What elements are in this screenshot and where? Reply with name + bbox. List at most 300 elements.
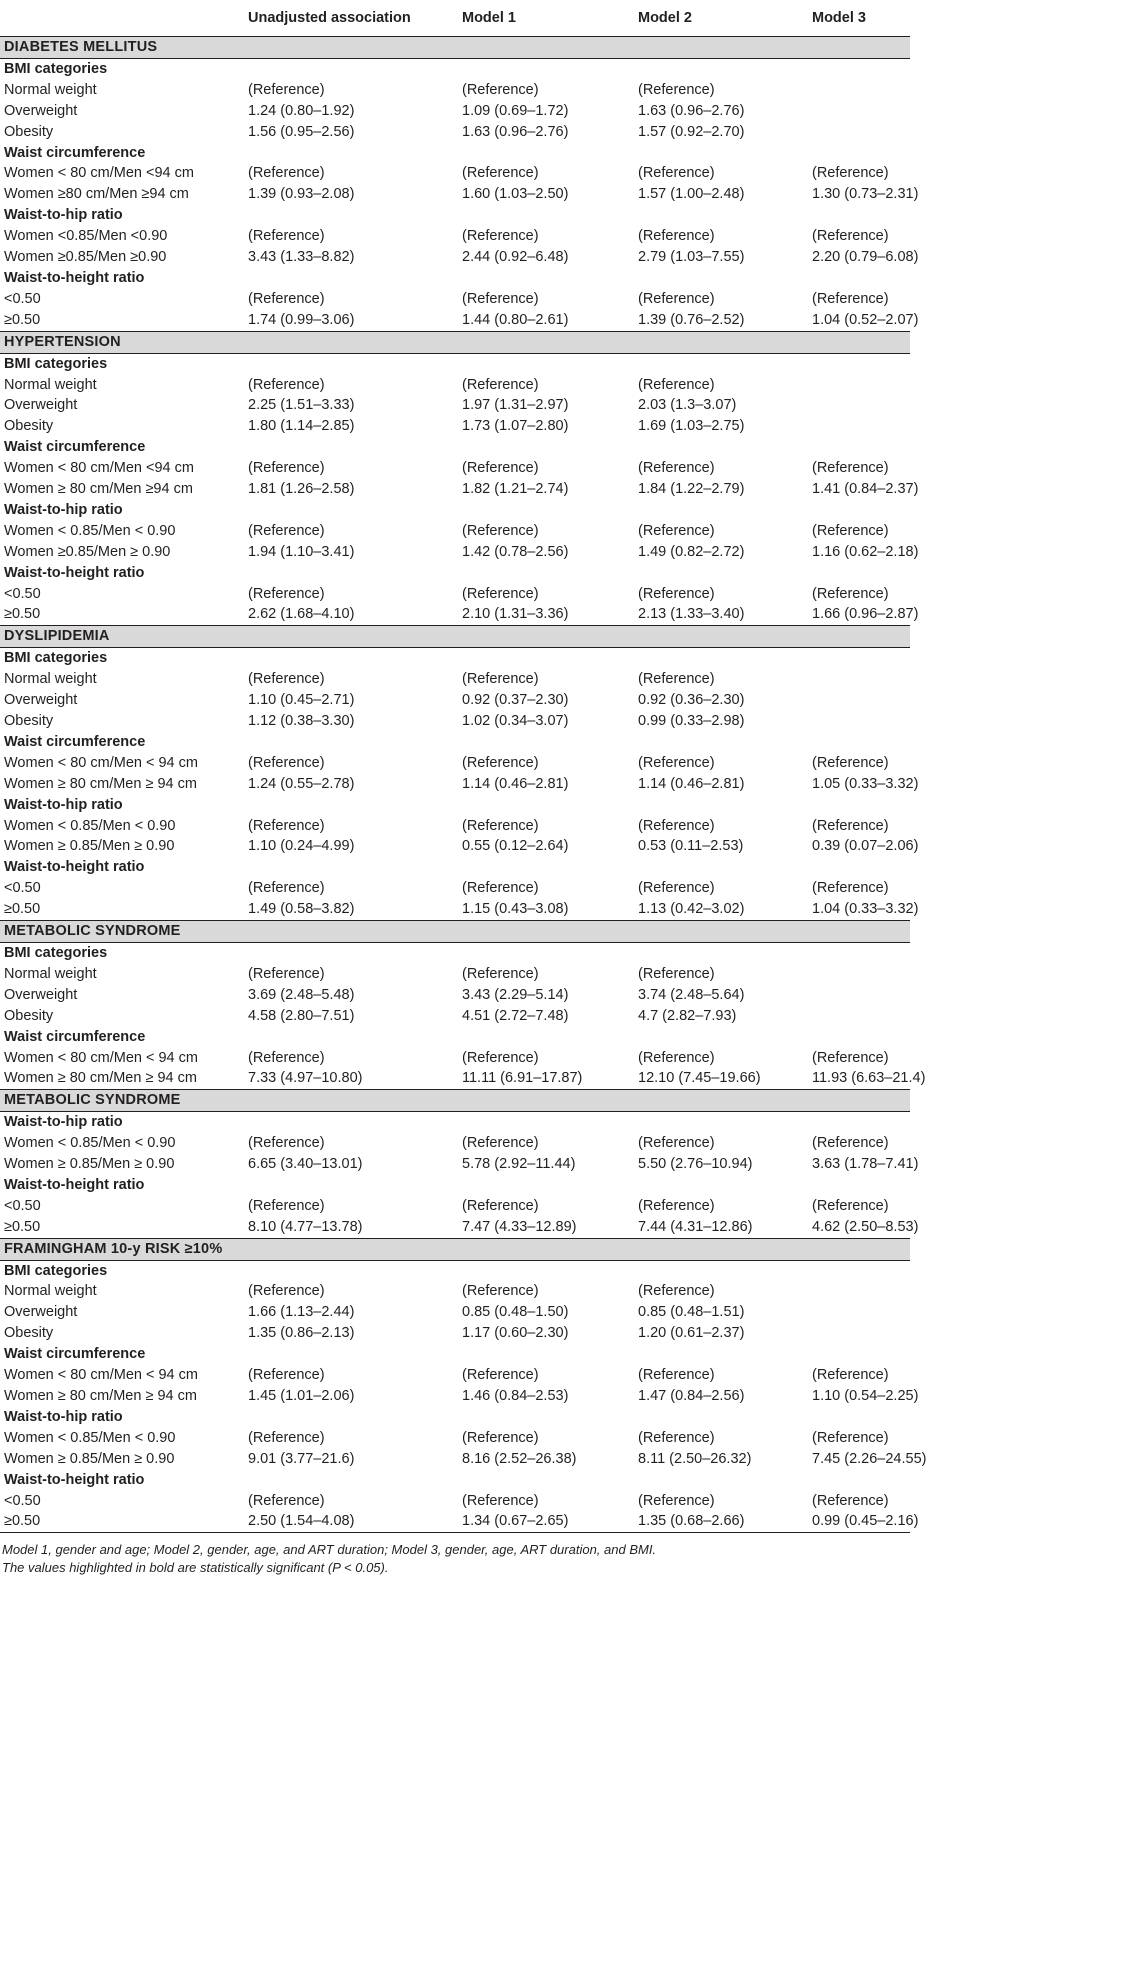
table-row bbox=[0, 289, 910, 310]
value-cell: 1.24 (0.80–1.92) bbox=[248, 102, 355, 119]
row-label: Overweight bbox=[4, 1304, 78, 1321]
value-cell: 1.30 (0.73–2.31) bbox=[812, 186, 919, 203]
value-cell: 0.92 (0.36–2.30) bbox=[638, 692, 745, 709]
group-header-row bbox=[0, 58, 910, 79]
value-cell: (Reference) bbox=[248, 1283, 325, 1300]
value-cell: 1.10 (0.24–4.99) bbox=[248, 838, 355, 855]
value-cell: (Reference) bbox=[812, 460, 889, 477]
group-header-row bbox=[0, 1027, 910, 1048]
value-cell: 1.57 (1.00–2.48) bbox=[638, 186, 745, 203]
group-title: Waist-to-hip ratio bbox=[4, 796, 123, 813]
table-row bbox=[0, 753, 910, 774]
value-cell: (Reference) bbox=[812, 228, 889, 245]
value-cell: (Reference) bbox=[812, 1429, 889, 1446]
row-label: <0.50 bbox=[4, 1492, 41, 1509]
group-header-row bbox=[0, 563, 910, 584]
value-cell: 1.81 (1.26–2.58) bbox=[248, 481, 355, 498]
row-label: Women < 80 cm/Men < 94 cm bbox=[4, 754, 198, 771]
value-cell bbox=[808, 416, 910, 437]
table-row bbox=[0, 479, 910, 500]
table-row bbox=[0, 1048, 910, 1069]
value-cell: 7.44 (4.31–12.86) bbox=[638, 1218, 753, 1235]
value-cell: 1.10 (0.45–2.71) bbox=[248, 692, 355, 709]
row-label: Normal weight bbox=[4, 1283, 97, 1300]
value-cell: 1.84 (1.22–2.79) bbox=[638, 481, 745, 498]
value-cell: 1.24 (0.55–2.78) bbox=[248, 775, 355, 792]
group-title: BMI categories bbox=[4, 1262, 108, 1279]
table-row bbox=[0, 80, 910, 101]
table-row bbox=[0, 1302, 910, 1323]
table-row bbox=[0, 101, 910, 122]
row-label: Obesity bbox=[4, 123, 54, 140]
row-label: Women < 80 cm/Men < 94 cm bbox=[4, 1367, 198, 1384]
row-label: Women < 80 cm/Men <94 cm bbox=[4, 165, 194, 182]
row-label: Women < 0.85/Men < 0.90 bbox=[4, 1429, 176, 1446]
row-label: <0.50 bbox=[4, 585, 41, 602]
value-cell: 1.17 (0.60–2.30) bbox=[462, 1325, 569, 1342]
row-label: Women < 0.85/Men < 0.90 bbox=[4, 1135, 176, 1152]
value-cell: (Reference) bbox=[638, 1367, 715, 1384]
value-cell bbox=[808, 690, 910, 711]
footnote-models: Model 1, gender and age; Model 2, gender, age, and ART duration; Model 3, gender, age, ART duration, and BMI. bbox=[2, 1542, 657, 1558]
value-cell: (Reference) bbox=[462, 585, 539, 602]
row-label: Women < 80 cm/Men < 94 cm bbox=[4, 1049, 198, 1066]
group-header-row bbox=[0, 143, 910, 164]
value-cell: (Reference) bbox=[638, 585, 715, 602]
value-cell: (Reference) bbox=[812, 165, 889, 182]
value-cell: (Reference) bbox=[462, 1049, 539, 1066]
value-cell bbox=[808, 964, 910, 985]
table-row bbox=[0, 226, 910, 247]
table-row bbox=[0, 184, 910, 205]
value-cell: 0.39 (0.07–2.06) bbox=[812, 838, 919, 855]
value-cell: (Reference) bbox=[248, 522, 325, 539]
value-cell: 3.43 (2.29–5.14) bbox=[462, 986, 569, 1003]
value-cell: 4.62 (2.50–8.53) bbox=[812, 1218, 919, 1235]
group-title: Waist-to-height ratio bbox=[4, 564, 145, 581]
table-row bbox=[0, 1365, 910, 1386]
header-cell-model-3: Model 3 bbox=[808, 0, 910, 37]
group-title: Waist-to-hip ratio bbox=[4, 501, 123, 518]
table-row bbox=[0, 711, 910, 732]
row-label: Women < 0.85/Men < 0.90 bbox=[4, 522, 176, 539]
value-cell bbox=[808, 985, 910, 1006]
value-cell: 7.45 (2.26–24.55) bbox=[812, 1450, 927, 1467]
row-label: Normal weight bbox=[4, 81, 97, 98]
value-cell: 1.69 (1.03–2.75) bbox=[638, 418, 745, 435]
row-label: ≥0.50 bbox=[4, 1218, 41, 1235]
row-label: Obesity bbox=[4, 1325, 54, 1342]
value-cell: (Reference) bbox=[638, 522, 715, 539]
row-label: Women ≥ 80 cm/Men ≥ 94 cm bbox=[4, 775, 197, 792]
value-cell: 1.14 (0.46–2.81) bbox=[462, 775, 569, 792]
section-title: DYSLIPIDEMIA bbox=[0, 626, 910, 648]
value-cell: (Reference) bbox=[462, 165, 539, 182]
header-cell-model-2: Model 2 bbox=[634, 0, 808, 37]
table-row bbox=[0, 1006, 910, 1027]
section-title: METABOLIC SYNDROME bbox=[0, 921, 910, 943]
value-cell: (Reference) bbox=[248, 1492, 325, 1509]
value-cell: (Reference) bbox=[812, 1492, 889, 1509]
row-label: Overweight bbox=[4, 986, 78, 1003]
value-cell: 2.03 (1.3–3.07) bbox=[638, 397, 737, 414]
value-cell bbox=[808, 1302, 910, 1323]
value-cell: 0.53 (0.11–2.53) bbox=[638, 838, 744, 855]
row-label: Normal weight bbox=[4, 376, 97, 393]
value-cell: (Reference) bbox=[462, 1197, 539, 1214]
table-row bbox=[0, 163, 910, 184]
group-title: Waist-to-height ratio bbox=[4, 269, 145, 286]
row-label: Overweight bbox=[4, 102, 78, 119]
value-cell: 3.63 (1.78–7.41) bbox=[812, 1156, 919, 1173]
value-cell: 1.66 (0.96–2.87) bbox=[812, 606, 919, 623]
table-row bbox=[0, 690, 910, 711]
value-cell: (Reference) bbox=[462, 671, 539, 688]
value-cell: 1.10 (0.54–2.25) bbox=[812, 1388, 919, 1404]
value-cell: (Reference) bbox=[812, 1135, 889, 1152]
value-cell: (Reference) bbox=[462, 522, 539, 539]
value-cell: (Reference) bbox=[638, 1197, 715, 1214]
value-cell: 1.15 (0.43–3.08) bbox=[462, 901, 569, 918]
section-header-row bbox=[0, 1090, 910, 1112]
section-header-row bbox=[0, 37, 910, 59]
table-row bbox=[0, 1428, 910, 1449]
footnote-significance: The values highlighted in bold are statistically significant (P < 0.05). bbox=[2, 1560, 389, 1576]
section-title: DIABETES MELLITUS bbox=[0, 37, 910, 59]
value-cell: (Reference) bbox=[462, 754, 539, 771]
value-cell: 8.10 (4.77–13.78) bbox=[248, 1218, 363, 1235]
value-cell: 0.92 (0.37–2.30) bbox=[462, 692, 569, 709]
value-cell: 3.69 (2.48–5.48) bbox=[248, 986, 355, 1003]
header-cell-unadjusted: Unadjusted association bbox=[244, 0, 458, 37]
table-row bbox=[0, 122, 910, 143]
group-title: Waist-to-hip ratio bbox=[4, 1408, 123, 1425]
value-cell: 8.11 (2.50–26.32) bbox=[638, 1450, 752, 1467]
value-cell: (Reference) bbox=[638, 671, 715, 688]
group-title: Waist circumference bbox=[4, 144, 146, 161]
table-row bbox=[0, 1511, 910, 1532]
table-row bbox=[0, 774, 910, 795]
value-cell: 1.82 (1.21–2.74) bbox=[462, 481, 569, 498]
table-body bbox=[0, 37, 927, 1533]
table-row bbox=[0, 1386, 910, 1407]
row-label: Normal weight bbox=[4, 965, 97, 982]
value-cell: 1.60 (1.03–2.50) bbox=[462, 186, 569, 203]
table-row bbox=[0, 521, 910, 542]
row-label: ≥0.50 bbox=[4, 606, 41, 623]
group-header-row bbox=[0, 1175, 910, 1196]
value-cell: (Reference) bbox=[248, 376, 325, 393]
value-cell: (Reference) bbox=[638, 1283, 715, 1300]
value-cell: (Reference) bbox=[812, 817, 889, 834]
value-cell: 1.20 (0.61–2.37) bbox=[638, 1325, 745, 1342]
value-cell: (Reference) bbox=[638, 1492, 715, 1509]
row-label: ≥0.50 bbox=[4, 311, 41, 328]
group-header-row bbox=[0, 648, 910, 669]
section-title: FRAMINGHAM 10-y RISK ≥10% bbox=[0, 1238, 910, 1260]
table-row bbox=[0, 1449, 910, 1470]
value-cell: 4.7 (2.82–7.93) bbox=[638, 1007, 737, 1024]
value-cell: (Reference) bbox=[462, 1135, 539, 1152]
value-cell: 2.13 (1.33–3.40) bbox=[638, 606, 745, 623]
value-cell: 8.16 (2.52–26.38) bbox=[462, 1450, 577, 1467]
value-cell: (Reference) bbox=[248, 880, 325, 897]
group-title: BMI categories bbox=[4, 60, 108, 77]
value-cell: (Reference) bbox=[638, 1135, 715, 1152]
value-cell: 3.43 (1.33–8.82) bbox=[248, 249, 355, 266]
table-row bbox=[0, 1281, 910, 1302]
table-row bbox=[0, 964, 910, 985]
group-title: BMI categories bbox=[4, 944, 108, 961]
table-row bbox=[0, 375, 910, 396]
value-cell: 12.10 (7.45–19.66) bbox=[638, 1070, 761, 1087]
row-label: Women ≥ 80 cm/Men ≥ 94 cm bbox=[4, 1388, 197, 1404]
value-cell: 1.97 (1.31–2.97) bbox=[462, 397, 569, 414]
table-header bbox=[0, 0, 910, 37]
value-cell: (Reference) bbox=[812, 585, 889, 602]
section-header-row bbox=[0, 331, 910, 353]
row-label: Women ≥ 0.85/Men ≥ 0.90 bbox=[4, 1156, 175, 1173]
row-label: Obesity bbox=[4, 418, 54, 435]
group-title: Waist circumference bbox=[4, 439, 146, 456]
table-row bbox=[0, 899, 910, 920]
value-cell: 0.99 (0.33–2.98) bbox=[638, 713, 745, 729]
value-cell: 1.66 (1.13–2.44) bbox=[248, 1304, 355, 1321]
value-cell: 0.85 (0.48–1.51) bbox=[638, 1304, 745, 1321]
value-cell: 1.09 (0.69–1.72) bbox=[462, 102, 569, 119]
group-header-row bbox=[0, 1470, 910, 1491]
group-header-row bbox=[0, 353, 910, 374]
row-label: Women ≥0.85/Men ≥0.90 bbox=[4, 249, 167, 266]
value-cell: (Reference) bbox=[462, 460, 539, 477]
group-title: Waist circumference bbox=[4, 1028, 146, 1045]
value-cell: 1.05 (0.33–3.32) bbox=[812, 775, 919, 792]
value-cell: 0.55 (0.12–2.64) bbox=[462, 838, 569, 855]
header-cell-label bbox=[0, 0, 244, 37]
value-cell: (Reference) bbox=[462, 376, 539, 393]
table-row bbox=[0, 1154, 910, 1175]
value-cell: (Reference) bbox=[638, 228, 715, 245]
group-header-row bbox=[0, 268, 910, 289]
group-title: Waist circumference bbox=[4, 733, 146, 750]
value-cell: (Reference) bbox=[462, 880, 539, 897]
table-row bbox=[0, 1196, 910, 1217]
group-header-row bbox=[0, 1407, 910, 1428]
row-label: Women ≥ 80 cm/Men ≥ 94 cm bbox=[4, 1070, 197, 1087]
row-label: Overweight bbox=[4, 397, 78, 414]
table-row bbox=[0, 310, 910, 331]
value-cell: (Reference) bbox=[638, 290, 715, 307]
table-row bbox=[0, 1217, 910, 1238]
value-cell: (Reference) bbox=[812, 1367, 889, 1384]
value-cell bbox=[808, 711, 910, 732]
table-row bbox=[0, 584, 910, 605]
value-cell bbox=[808, 1006, 910, 1027]
value-cell: 1.35 (0.86–2.13) bbox=[248, 1325, 355, 1342]
table-row bbox=[0, 1491, 910, 1512]
value-cell: 2.79 (1.03–7.55) bbox=[638, 249, 745, 266]
group-header-row bbox=[0, 942, 910, 963]
value-cell: (Reference) bbox=[248, 965, 325, 982]
group-title: Waist circumference bbox=[4, 1346, 146, 1363]
value-cell: 7.47 (4.33–12.89) bbox=[462, 1218, 577, 1235]
row-label: Obesity bbox=[4, 1007, 54, 1024]
group-header-row bbox=[0, 857, 910, 878]
value-cell: (Reference) bbox=[638, 965, 715, 982]
value-cell bbox=[808, 375, 910, 396]
value-cell: 1.63 (0.96–2.76) bbox=[462, 123, 569, 140]
value-cell: (Reference) bbox=[462, 1429, 539, 1446]
value-cell: 2.25 (1.51–3.33) bbox=[248, 397, 355, 414]
section-title: METABOLIC SYNDROME bbox=[0, 1090, 910, 1112]
value-cell: 1.56 (0.95–2.56) bbox=[248, 123, 355, 140]
value-cell: (Reference) bbox=[462, 228, 539, 245]
value-cell bbox=[808, 1323, 910, 1344]
value-cell: (Reference) bbox=[462, 1367, 539, 1384]
value-cell: (Reference) bbox=[638, 81, 715, 98]
row-label: Women ≥ 80 cm/Men ≥94 cm bbox=[4, 481, 193, 498]
row-label: Women < 80 cm/Men <94 cm bbox=[4, 460, 194, 477]
value-cell: 1.39 (0.76–2.52) bbox=[638, 311, 745, 328]
value-cell: 2.20 (0.79–6.08) bbox=[812, 249, 919, 266]
value-cell: 1.12 (0.38–3.30) bbox=[248, 713, 355, 729]
section-title: HYPERTENSION bbox=[0, 331, 910, 353]
value-cell: (Reference) bbox=[248, 585, 325, 602]
row-label: Overweight bbox=[4, 692, 78, 709]
row-label: Women ≥ 0.85/Men ≥ 0.90 bbox=[4, 1450, 175, 1467]
value-cell: (Reference) bbox=[462, 81, 539, 98]
value-cell: 9.01 (3.77–21.6) bbox=[248, 1450, 355, 1467]
value-cell: 5.78 (2.92–11.44) bbox=[462, 1156, 576, 1173]
value-cell: (Reference) bbox=[462, 965, 539, 982]
row-label: <0.50 bbox=[4, 1197, 41, 1214]
value-cell: 3.74 (2.48–5.64) bbox=[638, 986, 745, 1003]
value-cell: 4.51 (2.72–7.48) bbox=[462, 1007, 569, 1024]
group-header-row bbox=[0, 437, 910, 458]
group-title: BMI categories bbox=[4, 355, 108, 372]
value-cell bbox=[808, 395, 910, 416]
row-label: Normal weight bbox=[4, 671, 97, 688]
value-cell bbox=[808, 122, 910, 143]
header-cell-model-1: Model 1 bbox=[458, 0, 634, 37]
value-cell: (Reference) bbox=[462, 817, 539, 834]
table-row bbox=[0, 1133, 910, 1154]
table-row bbox=[0, 985, 910, 1006]
table-row bbox=[0, 816, 910, 837]
group-header-row bbox=[0, 205, 910, 226]
group-header-row bbox=[0, 500, 910, 521]
value-cell: (Reference) bbox=[638, 376, 715, 393]
value-cell: (Reference) bbox=[248, 81, 325, 98]
value-cell bbox=[808, 80, 910, 101]
table-row bbox=[0, 247, 910, 268]
value-cell: 4.58 (2.80–7.51) bbox=[248, 1007, 355, 1024]
row-label: Women ≥0.85/Men ≥ 0.90 bbox=[4, 543, 171, 560]
group-title: Waist-to-height ratio bbox=[4, 859, 145, 876]
row-label: ≥0.50 bbox=[4, 901, 41, 918]
table-footnotes bbox=[0, 1533, 910, 1577]
value-cell: (Reference) bbox=[812, 1049, 889, 1066]
table-row bbox=[0, 1068, 910, 1089]
value-cell: 1.39 (0.93–2.08) bbox=[248, 186, 355, 203]
value-cell: (Reference) bbox=[248, 817, 325, 834]
value-cell: 1.63 (0.96–2.76) bbox=[638, 102, 745, 119]
value-cell: (Reference) bbox=[248, 1197, 325, 1214]
group-title: Waist-to-height ratio bbox=[4, 1176, 145, 1193]
value-cell: (Reference) bbox=[248, 1367, 325, 1384]
value-cell: (Reference) bbox=[638, 817, 715, 834]
value-cell: 11.93 (6.63–21.4) bbox=[812, 1070, 926, 1087]
value-cell: 1.46 (0.84–2.53) bbox=[462, 1388, 569, 1404]
section-header-row bbox=[0, 1238, 910, 1260]
value-cell: 1.47 (0.84–2.56) bbox=[638, 1388, 745, 1404]
value-cell: 0.99 (0.45–2.16) bbox=[808, 1511, 910, 1532]
value-cell: 1.04 (0.33–3.32) bbox=[812, 901, 919, 918]
group-title: BMI categories bbox=[4, 650, 108, 667]
value-cell: 6.65 (3.40–13.01) bbox=[248, 1156, 363, 1173]
value-cell: 1.16 (0.62–2.18) bbox=[812, 543, 919, 560]
table-row bbox=[0, 458, 910, 479]
section-header-row bbox=[0, 921, 910, 943]
value-cell: (Reference) bbox=[462, 1283, 539, 1300]
value-cell: 1.49 (0.58–3.82) bbox=[248, 901, 355, 918]
value-cell: (Reference) bbox=[638, 754, 715, 771]
value-cell: (Reference) bbox=[462, 290, 539, 307]
value-cell: 1.41 (0.84–2.37) bbox=[812, 481, 919, 498]
row-label: ≥0.50 bbox=[0, 1511, 244, 1532]
row-label: Women ≥ 0.85/Men ≥ 0.90 bbox=[4, 838, 175, 855]
value-cell: (Reference) bbox=[638, 460, 715, 477]
value-cell: 2.50 (1.54–4.08) bbox=[244, 1511, 458, 1532]
value-cell: (Reference) bbox=[248, 1049, 325, 1066]
row-label: Obesity bbox=[4, 713, 54, 729]
value-cell: 1.73 (1.07–2.80) bbox=[462, 418, 569, 435]
value-cell: 1.44 (0.80–2.61) bbox=[462, 311, 569, 328]
value-cell: 1.57 (0.92–2.70) bbox=[638, 123, 745, 140]
value-cell: 1.14 (0.46–2.81) bbox=[638, 775, 745, 792]
value-cell bbox=[808, 669, 910, 690]
value-cell: (Reference) bbox=[248, 1429, 325, 1446]
row-label: Women ≥80 cm/Men ≥94 cm bbox=[4, 186, 189, 203]
group-header-row bbox=[0, 1260, 910, 1281]
value-cell: 7.33 (4.97–10.80) bbox=[248, 1070, 363, 1087]
value-cell: 1.49 (0.82–2.72) bbox=[638, 543, 745, 560]
row-label: <0.50 bbox=[4, 880, 41, 897]
value-cell: (Reference) bbox=[812, 290, 889, 307]
value-cell: (Reference) bbox=[812, 1197, 889, 1214]
table-row bbox=[0, 604, 910, 625]
value-cell: 2.44 (0.92–6.48) bbox=[462, 249, 569, 266]
section-header-row bbox=[0, 626, 910, 648]
value-cell: 11.11 (6.91–17.87) bbox=[462, 1070, 583, 1087]
group-header-row bbox=[0, 1112, 910, 1133]
value-cell: (Reference) bbox=[248, 1135, 325, 1152]
value-cell: (Reference) bbox=[248, 460, 325, 477]
value-cell bbox=[808, 1281, 910, 1302]
header-row bbox=[0, 0, 910, 37]
value-cell: 1.42 (0.78–2.56) bbox=[462, 543, 569, 560]
row-label: <0.50 bbox=[4, 290, 41, 307]
table-row bbox=[0, 395, 910, 416]
value-cell bbox=[808, 101, 910, 122]
group-title: Waist-to-hip ratio bbox=[4, 1114, 123, 1131]
table-row bbox=[0, 542, 910, 563]
value-cell: 1.74 (0.99–3.06) bbox=[248, 311, 355, 328]
value-cell: 1.80 (1.14–2.85) bbox=[248, 418, 355, 435]
table-row bbox=[0, 878, 910, 899]
value-cell: (Reference) bbox=[638, 880, 715, 897]
value-cell: 1.35 (0.68–2.66) bbox=[634, 1511, 808, 1532]
